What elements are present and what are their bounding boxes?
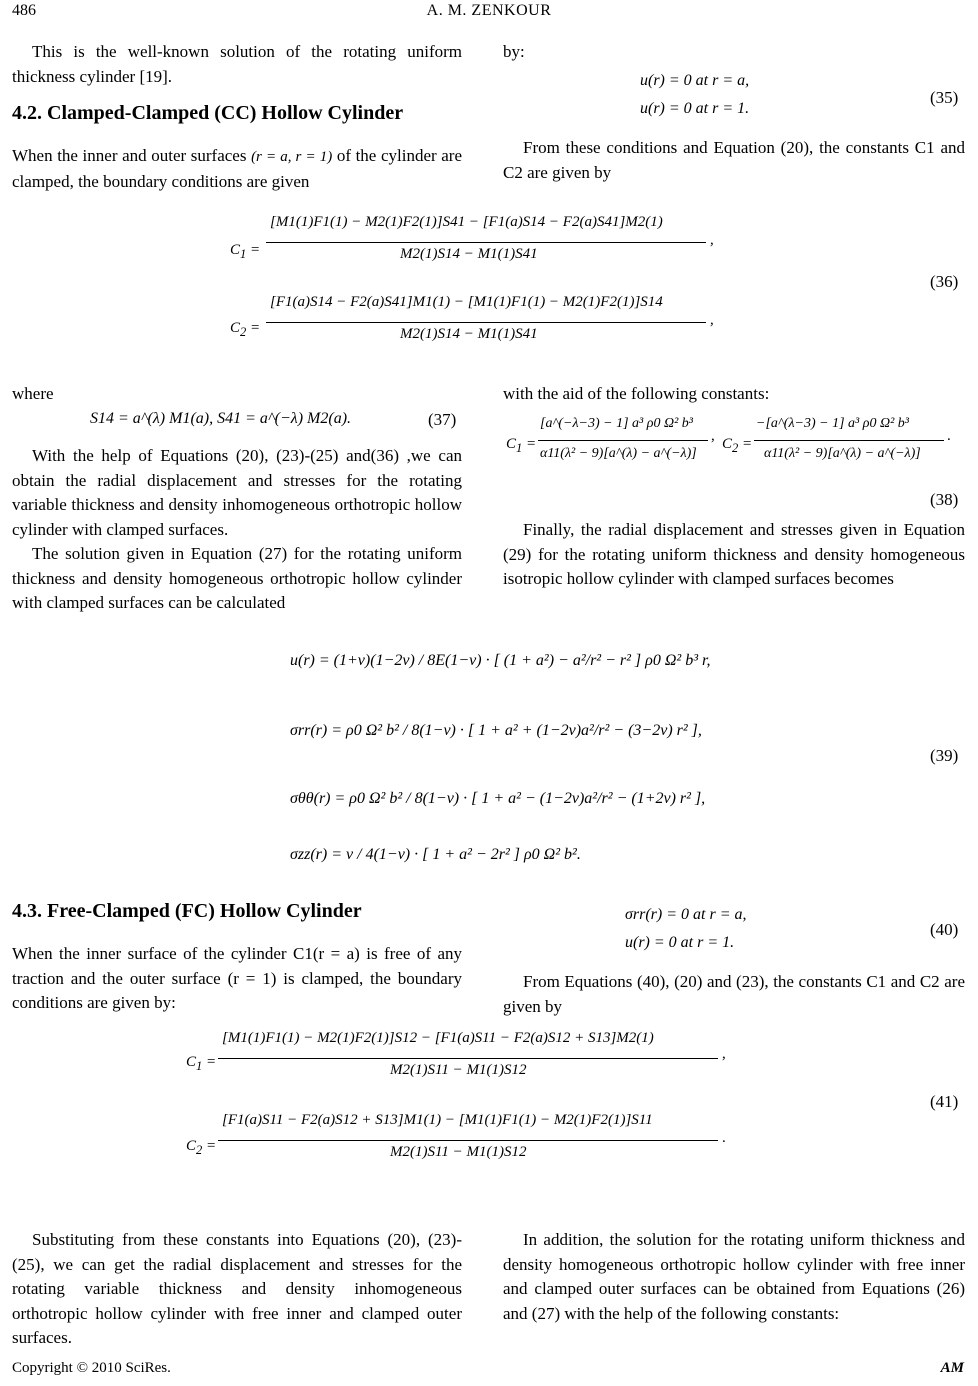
cc-paragraph-b: of the cylinder are clamped, the boundary conditions are given <box>12 146 463 191</box>
cc-paragraph-a: When the inner and outer surfaces <box>12 146 247 165</box>
eq36-c1-denominator: M2(1)S14 − M1(1)S41 <box>400 246 538 262</box>
eq39-u: u(r) = (1+ν)(1−2ν) / 8E(1−ν) · [ (1 + a²) − a²/r² − r² ] ρ0 Ω² b³ r, <box>290 652 711 669</box>
eq40-line1: σrr(r) = 0 at r = a, <box>625 906 747 923</box>
from40-paragraph: From Equations (40), (20) and (23), the constants C1 and C2 are given by <box>503 972 965 1016</box>
eq36-c1-numerator: [M1(1)F1(1) − M2(1)F2(1)]S41 − [F1(a)S14 − F2(a)S41]M2(1) <box>270 214 663 230</box>
eq41-number: (41) <box>930 1092 959 1111</box>
eq36-c1-label: $C_1$ = <box>230 242 261 261</box>
from-conditions-paragraph: From these conditions and Equation (20), the constants C1 and C2 are given by <box>503 138 965 182</box>
eq36-c2-denominator: M2(1)S14 − M1(1)S41 <box>400 326 538 342</box>
eq38-c1-comma: , <box>711 428 715 444</box>
eq41-c1-fraction-bar <box>218 1058 718 1059</box>
eq39-sigma-rr: σrr(r) = ρ0 Ω² b² / 8(1−ν) · [ 1 + a² + (1−2ν)a²/r² − (3−2ν) r² ], <box>290 722 702 739</box>
eq39-sigma-theta: σθθ(r) = ρ0 Ω² b² / 8(1−ν) · [ 1 + a² − (1−2ν)a²/r² − (1+2ν) r² ], <box>290 790 706 807</box>
final-paragraph: Finally, the radial displacement and stresses given in Equation (29) for the rotating uniform thickness and density homogeneous isotropic hollow cylinder with clamped surfaces becomes <box>503 520 965 588</box>
footer-journal: AM <box>940 1360 964 1376</box>
eq35-line2: u(r) = 0 at r = 1. <box>640 100 750 117</box>
eq38-c2-denominator: α11(λ² − 9)[a^(λ) − a^(−λ)] <box>764 446 921 461</box>
eq38-c1-numerator: [a^(−λ−3) − 1] a³ ρ0 Ω² b³ <box>540 416 693 431</box>
eq38-c2-numerator: −[a^(λ−3) − 1] a³ ρ0 Ω² b³ <box>756 416 909 431</box>
eq41-c2-denominator: M2(1)S11 − M1(1)S12 <box>390 1144 527 1160</box>
page-number: 486 <box>12 2 36 19</box>
eq40-line2: u(r) = 0 at r = 1. <box>625 934 735 951</box>
eq41-c1-label: $C_1$ = <box>186 1054 217 1073</box>
eq35-number: (35) <box>930 88 959 107</box>
eq39-sigma-zz: σzz(r) = ν / 4(1−ν) · [ 1 + a² − 2r² ] ρ0 Ω² b². <box>290 846 581 863</box>
section-heading-4-2: 4.2. Clamped-Clamped (CC) Hollow Cylinder <box>12 102 404 124</box>
footer-copyright: Copyright © 2010 SciRes. <box>12 1360 171 1376</box>
eq38-c1-denominator: α11(λ² − 9)[a^(λ) − a^(−λ)] <box>540 446 697 461</box>
addition-paragraph: In addition, the solution for the rotating uniform thickness and density homogeneous orthotropic hollow cylinder with free inner and clamped outer surfaces can be obtained from Equations (26) and (27) with the help of the following constants: <box>503 1230 965 1323</box>
eq38-c2-period: . <box>947 428 951 444</box>
eq36-c1-fraction-bar <box>266 242 706 243</box>
aid-text: with the aid of the following constants: <box>503 384 770 403</box>
eq38-c2-label: $C_2$ = <box>722 436 753 455</box>
eq37: S14 = a^(λ) M1(a), S41 = a^(−λ) M2(a). <box>90 410 352 427</box>
running-title: A. M. ZENKOUR <box>426 2 552 19</box>
eq41-c2-period: . <box>722 1130 726 1146</box>
eq36-number: (36) <box>930 272 959 291</box>
cc-inline-math: (r = a, r = 1) <box>251 149 333 165</box>
eq41-c1-numerator: [M1(1)F1(1) − M2(1)F2(1)]S12 − [F1(a)S11 − F2(a)S12 + S13]M2(1) <box>222 1030 654 1046</box>
eq36-c2-label: $C_2$ = <box>230 320 261 339</box>
eq41-c2-numerator: [F1(a)S11 − F2(a)S12 + S13]M1(1) − [M1(1)F1(1) − M2(1)F2(1)]S11 <box>222 1112 653 1128</box>
eq36-c2-comma: , <box>710 312 714 328</box>
eq41-c2-fraction-bar <box>218 1140 718 1141</box>
cc-paragraph <box>12 144 462 194</box>
eq40-number: (40) <box>930 920 959 939</box>
intro-paragraph: This is the well-known solution of the rotating uniform thickness cylinder [19]. <box>12 42 462 86</box>
fc-paragraph: When the inner surface of the cylinder C1(r = a) is free of any traction and the outer surface (r = 1) is clamped, the boundary conditions are given by: <box>12 944 462 1012</box>
eq36-c1-comma: , <box>710 232 714 248</box>
eq41-c2-label: $C_2$ = <box>186 1138 217 1157</box>
eq38-c1-label: $C_1$ = <box>506 436 537 455</box>
section-heading-4-3: 4.3. Free-Clamped (FC) Hollow Cylinder <box>12 900 362 922</box>
eq37-number: (37) <box>428 410 457 429</box>
eq38-c1-fraction-bar <box>538 440 708 441</box>
where-text: where <box>12 384 54 403</box>
eq35-line1: u(r) = 0 at r = a, <box>640 72 750 89</box>
help-paragraph: With the help of Equations (20), (23)-(25) and(36) ,we can obtain the radial displacement and stresses for the rotating variable thickness and density inhomogeneous orthotropic hollow cylinder with clamped surfaces. <box>12 446 462 539</box>
eq41-c1-comma: , <box>722 1046 726 1062</box>
eq36-c2-fraction-bar <box>266 322 706 323</box>
solution-paragraph: The solution given in Equation (27) for the rotating uniform thickness and density homogeneous orthotropic hollow cylinder with clamped surfaces can be calculated <box>12 544 462 612</box>
eq41-c1-denominator: M2(1)S11 − M1(1)S12 <box>390 1062 527 1078</box>
eq36-c2-numerator: [F1(a)S14 − F2(a)S41]M1(1) − [M1(1)F1(1) − M2(1)F2(1)]S14 <box>270 294 663 310</box>
substituting-paragraph: Substituting from these constants into Equations (20), (23)-(25), we can get the radial displacement and stresses for the rotating variable thickness and density inhomogeneous orthotropic hollow cylinder with free inner and clamped outer surfaces. <box>12 1230 462 1347</box>
eq38-number: (38) <box>930 490 959 509</box>
eq39-number: (39) <box>930 746 959 765</box>
eq38-c2-fraction-bar <box>754 440 944 441</box>
by-text: by: <box>503 42 525 61</box>
